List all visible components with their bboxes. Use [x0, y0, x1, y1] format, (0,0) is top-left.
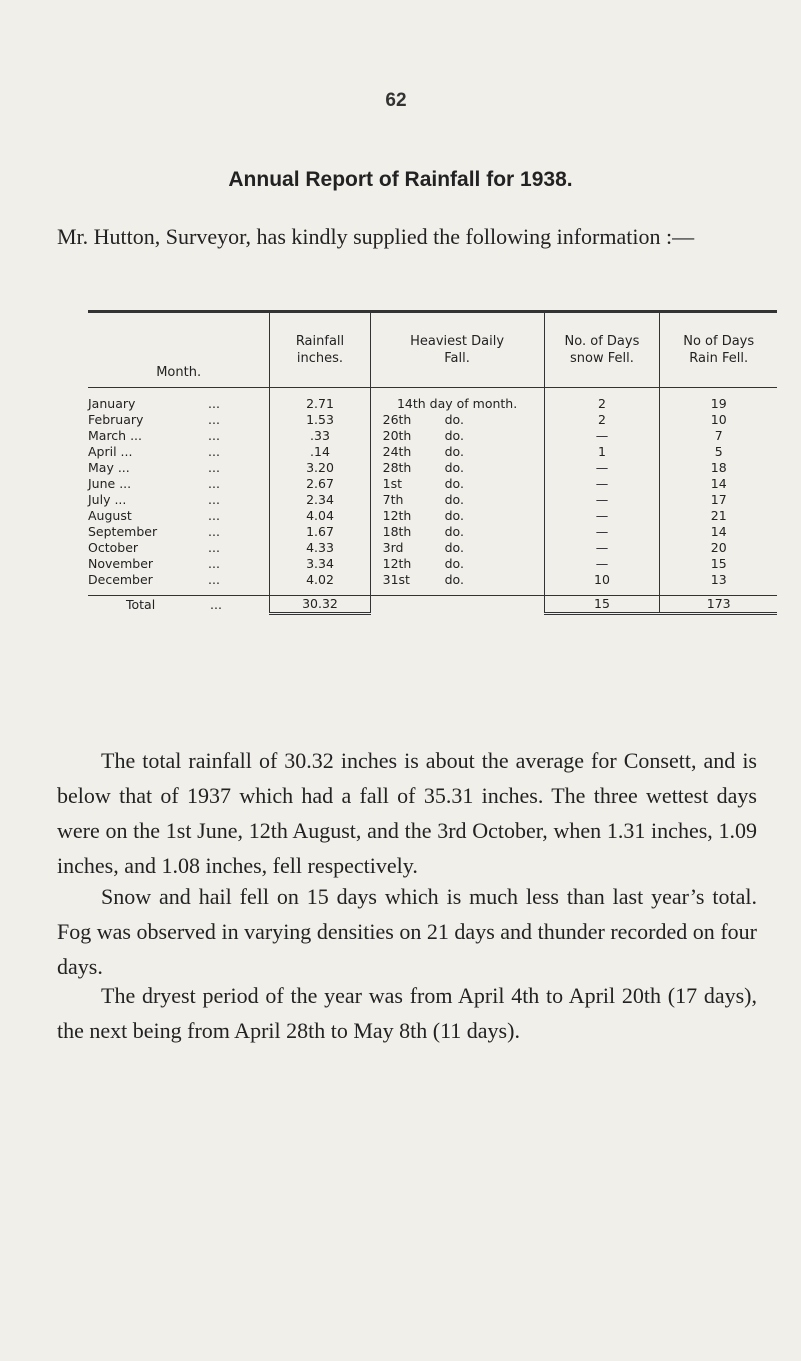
heaviest-fall-cell — [370, 540, 544, 556]
rainfall-cell: .14 — [270, 444, 370, 460]
month-name: March ... — [88, 428, 142, 443]
heaviest-fall-cell — [370, 572, 544, 596]
table-row — [88, 540, 777, 556]
ditto-mark: do. — [444, 556, 464, 571]
month-name: December — [88, 572, 153, 587]
rainfall-cell: 1.67 — [270, 524, 370, 540]
ditto-mark: do. — [444, 508, 464, 523]
header-rainfall: Rainfall inches. — [270, 312, 370, 388]
heaviest-fall-cell — [370, 556, 544, 572]
heaviest-fall-cell — [370, 508, 544, 524]
rainfall-cell: 4.02 — [270, 572, 370, 596]
month-cell — [88, 444, 270, 460]
heaviest-fall-cell — [370, 412, 544, 428]
leader-dots: ... — [208, 396, 220, 411]
ditto-mark: do. — [444, 460, 464, 475]
table-row — [88, 524, 777, 540]
table-row — [88, 572, 777, 596]
rain-days-cell: 19 — [660, 388, 777, 413]
rain-days-cell: 18 — [660, 460, 777, 476]
leader-dots: ... — [208, 444, 220, 459]
snow-days-cell: — — [544, 428, 660, 444]
snow-days-cell: — — [544, 540, 660, 556]
snow-days-cell: — — [544, 492, 660, 508]
rain-days-cell: 13 — [660, 572, 777, 596]
header-rain-days: No of Days Rain Fell. — [660, 312, 777, 388]
month-cell — [88, 540, 270, 556]
page-number: 62 — [385, 90, 407, 111]
ditto-mark: do. — [444, 524, 464, 539]
total-snow-days: 15 — [544, 596, 660, 614]
table-header-row — [88, 312, 777, 388]
intro-paragraph: Mr. Hutton, Surveyor, has kindly supplied the following information :— — [57, 224, 695, 249]
summary-paragraph-3: The dryest period of the year was from April 4th to April 20th (17 days), the next being from April 28th to May 8th (11 days). — [57, 983, 757, 1043]
table-row — [88, 492, 777, 508]
month-cell — [88, 476, 270, 492]
table-row — [88, 388, 777, 413]
rainfall-cell: 1.53 — [270, 412, 370, 428]
rainfall-cell: 3.34 — [270, 556, 370, 572]
rain-days-cell: 21 — [660, 508, 777, 524]
month-name: November — [88, 556, 154, 571]
month-name: April ... — [88, 444, 133, 459]
total-rain-days: 173 — [660, 596, 777, 614]
month-cell — [88, 508, 270, 524]
rain-days-cell: 10 — [660, 412, 777, 428]
month-name: August — [88, 508, 132, 523]
table-row — [88, 476, 777, 492]
leader-dots: ... — [208, 428, 220, 443]
heaviest-fall-cell — [370, 492, 544, 508]
rainfall-cell: 4.04 — [270, 508, 370, 524]
total-label-cell: Total ... — [88, 596, 270, 614]
heaviest-fall-day: 12th — [382, 508, 412, 523]
heaviest-fall-day: 28th — [382, 460, 412, 475]
ditto-mark: do. — [444, 572, 464, 587]
header-snow-days: No. of Days snow Fell. — [544, 312, 660, 388]
snow-days-cell: — — [544, 556, 660, 572]
ditto-mark: do. — [444, 412, 464, 427]
summary-paragraph-2: Snow and hail fell on 15 days which is much less than last year’s total. Fog was observed in varying densities on 21 days and thunder recorded on four days. — [57, 884, 757, 979]
table-body — [88, 388, 777, 596]
month-name: July ... — [88, 492, 127, 507]
report-title: Annual Report of Rainfall for 1938. — [228, 168, 573, 191]
heaviest-fall-day: 7th — [382, 492, 404, 507]
header-heaviest-fall: Heaviest Daily Fall. — [370, 312, 544, 388]
month-cell — [88, 524, 270, 540]
heaviest-fall-day: 26th — [382, 412, 412, 427]
leader-dots: ... — [208, 412, 220, 427]
snow-days-cell: — — [544, 476, 660, 492]
snow-days-cell: 2 — [544, 388, 660, 413]
rainfall-cell: 2.34 — [270, 492, 370, 508]
ditto-mark: do. — [444, 476, 464, 491]
rainfall-cell: 2.67 — [270, 476, 370, 492]
ditto-mark: do. — [444, 540, 464, 555]
month-cell — [88, 572, 270, 596]
heaviest-fall-cell — [370, 428, 544, 444]
ditto-mark: do. — [444, 492, 464, 507]
table-row — [88, 412, 777, 428]
rainfall-cell: 3.20 — [270, 460, 370, 476]
month-name: May ... — [88, 460, 130, 475]
heaviest-fall-cell — [370, 476, 544, 492]
month-cell — [88, 412, 270, 428]
heaviest-fall-day: 20th — [382, 428, 412, 443]
total-row — [88, 596, 777, 614]
table-row — [88, 460, 777, 476]
table-row — [88, 508, 777, 524]
summary-paragraph-1: The total rainfall of 30.32 inches is about the average for Consett, and is below that of 1937 which had a fall of 35.31 inches. The three wettest days were on the 1st June, 12th August, and the 3rd October, when 1.31 inches, 1.09 inches, and 1.08 inches, fell respectively. — [57, 748, 757, 878]
table-row — [88, 556, 777, 572]
header-month: Month. — [88, 312, 270, 388]
month-cell — [88, 492, 270, 508]
month-name: June ... — [88, 476, 132, 491]
total-rainfall: 30.32 — [270, 596, 370, 614]
heaviest-fall-cell — [370, 524, 544, 540]
heaviest-fall-cell — [370, 444, 544, 460]
table-row — [88, 428, 777, 444]
rainfall-cell: .33 — [270, 428, 370, 444]
month-cell — [88, 556, 270, 572]
leader-dots: ... — [208, 556, 220, 571]
rain-days-cell: 7 — [660, 428, 777, 444]
snow-days-cell: — — [544, 524, 660, 540]
rainfall-table-container — [88, 310, 777, 615]
month-name: October — [88, 540, 139, 555]
month-name: September — [88, 524, 158, 539]
snow-days-cell: 1 — [544, 444, 660, 460]
leader-dots: ... — [208, 508, 220, 523]
heaviest-fall-day: 12th — [382, 556, 412, 571]
heaviest-fall-day: 1st — [382, 476, 402, 491]
heaviest-fall-day: 31st — [382, 572, 410, 587]
rain-days-cell: 14 — [660, 476, 777, 492]
heaviest-fall-cell — [370, 460, 544, 476]
table-row — [88, 444, 777, 460]
rain-days-cell: 15 — [660, 556, 777, 572]
leader-dots: ... — [208, 476, 220, 491]
heaviest-fall-text: 14th day of month. — [396, 396, 518, 411]
snow-days-cell: 10 — [544, 572, 660, 596]
snow-days-cell: 2 — [544, 412, 660, 428]
snow-days-cell: — — [544, 508, 660, 524]
ditto-mark: do. — [444, 444, 464, 459]
heaviest-fall-day: 24th — [382, 444, 412, 459]
heaviest-fall-day: 3rd — [382, 540, 404, 555]
rainfall-cell: 4.33 — [270, 540, 370, 556]
heaviest-fall-cell — [370, 388, 544, 413]
leader-dots: ... — [208, 460, 220, 475]
total-heaviest-empty — [370, 596, 544, 614]
month-name: February — [88, 412, 144, 427]
month-cell — [88, 428, 270, 444]
month-cell — [88, 388, 270, 413]
rainfall-table — [88, 310, 777, 615]
ditto-mark: do. — [444, 428, 464, 443]
leader-dots: ... — [208, 540, 220, 555]
month-name: January — [88, 396, 136, 411]
rain-days-cell: 5 — [660, 444, 777, 460]
rain-days-cell: 20 — [660, 540, 777, 556]
rainfall-cell: 2.71 — [270, 388, 370, 413]
leader-dots: ... — [208, 572, 220, 587]
leader-dots: ... — [208, 492, 220, 507]
snow-days-cell: — — [544, 460, 660, 476]
month-cell — [88, 460, 270, 476]
rain-days-cell: 17 — [660, 492, 777, 508]
rain-days-cell: 14 — [660, 524, 777, 540]
leader-dots: ... — [208, 524, 220, 539]
heaviest-fall-day: 18th — [382, 524, 412, 539]
